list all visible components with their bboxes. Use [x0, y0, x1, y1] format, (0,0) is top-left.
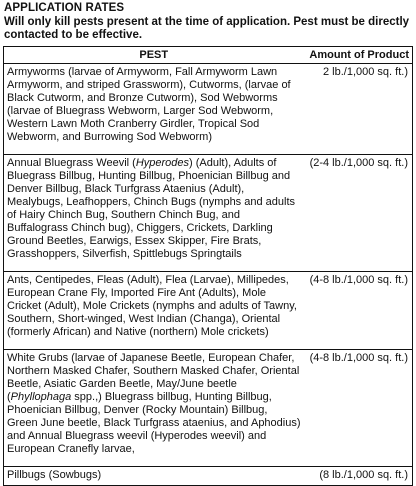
- pest-cell: [4, 467, 304, 486]
- pest-cell: [4, 272, 304, 350]
- pest-genus-italic: Phyllophaga: [10, 391, 72, 403]
- table-row: [4, 64, 413, 155]
- amount-cell: (4-8 lb./1,000 sq. ft.): [304, 350, 413, 467]
- pest-text: Armyworms (larvae of Armyworm, Fall Armyworm Lawn Armyworm, and striped Grassworm), Cutworms, (larvae of Black Cutworm, and Bronze Cutworm), Sod Webworms (larvae of Bluegrass Webworm, Larger Sod Webworm, Western Lawn Moth Cranberry Girdler, Tropical Sod Webworm, and Burrowing Sod Webworm): [7, 66, 291, 143]
- pest-text: Pillbugs (Sowbugs): [7, 469, 102, 481]
- table-row: [4, 155, 413, 272]
- pest-cell: [4, 155, 304, 272]
- amount-cell: (2-4 lb./1,000 sq. ft.): [304, 155, 413, 272]
- application-rates-table: [3, 46, 413, 486]
- table-row: [4, 350, 413, 467]
- amount-cell: (4-8 lb./1,000 sq. ft.): [304, 272, 413, 350]
- pest-genus-italic: Hyperodes: [135, 157, 190, 169]
- intro-text: Will only kill pests present at the time of application. Pest must be directly contacted to be effective.: [4, 16, 410, 41]
- section-heading: APPLICATION RATES: [4, 2, 125, 14]
- amount-column-header: Amount of Product: [304, 47, 413, 64]
- pest-text: spp.,) Bluegrass billbug, Hunting Billbug, Phoenician Billbug, Denver (Rocky Mountain) Billbug, Green June beetle, Black Turfgrass ataenius, and Aphodius) and Annual Bluegrass weevil (Hyperodes weevil) and European Cranefly larvae,: [7, 391, 301, 455]
- table-row: [4, 272, 413, 350]
- amount-cell: 2 lb./1,000 sq. ft.): [304, 64, 413, 155]
- amount-cell: (8 lb./1,000 sq. ft.): [304, 467, 413, 486]
- pest-text: ) (Adult), Adults of Bluegrass Billbug, Hunting Billbug, Phoenician Billbug and Denver Billbug, Black Turfgrass Ataenius (Adult), Mealybugs, Leafhoppers, Chinch Bugs (nymphs and adults of Hairy Chinch Bug, Southern Chinch Bug, and Buffalograss Chinch bug), Chiggers, Crickets, Darkling Ground Beetles, Earwigs, Essex Skipper, Fire Brats, Grasshoppers, Silverfish, Spittlebugs Springtails: [7, 157, 296, 260]
- pest-text: Annual Bluegrass Weevil (: [7, 157, 136, 169]
- pest-text: White Grubs (larvae of Japanese Beetle, European Chafer, Northern Masked Chafer, Southern Masked Chafer, Oriental Beetle, Asiatic Garden Beetle, May/June beetle (: [7, 352, 300, 403]
- pest-cell: [4, 64, 304, 155]
- table-row: [4, 467, 413, 486]
- pest-cell: [4, 350, 304, 467]
- table-header-row: [4, 47, 413, 64]
- pest-text: Ants, Centipedes, Fleas (Adult), Flea (Larvae), Millipedes, European Crane Fly, Imported Fire Ant (Adults), Mole Cricket (Adult), Mole Crickets (nymphs and adults of Tawny, Southern, Short-winged, West Indian (Changa), Oriental (formerly African) and Native (northern) Mole crickets): [7, 274, 297, 338]
- pest-column-header: PEST: [4, 47, 304, 64]
